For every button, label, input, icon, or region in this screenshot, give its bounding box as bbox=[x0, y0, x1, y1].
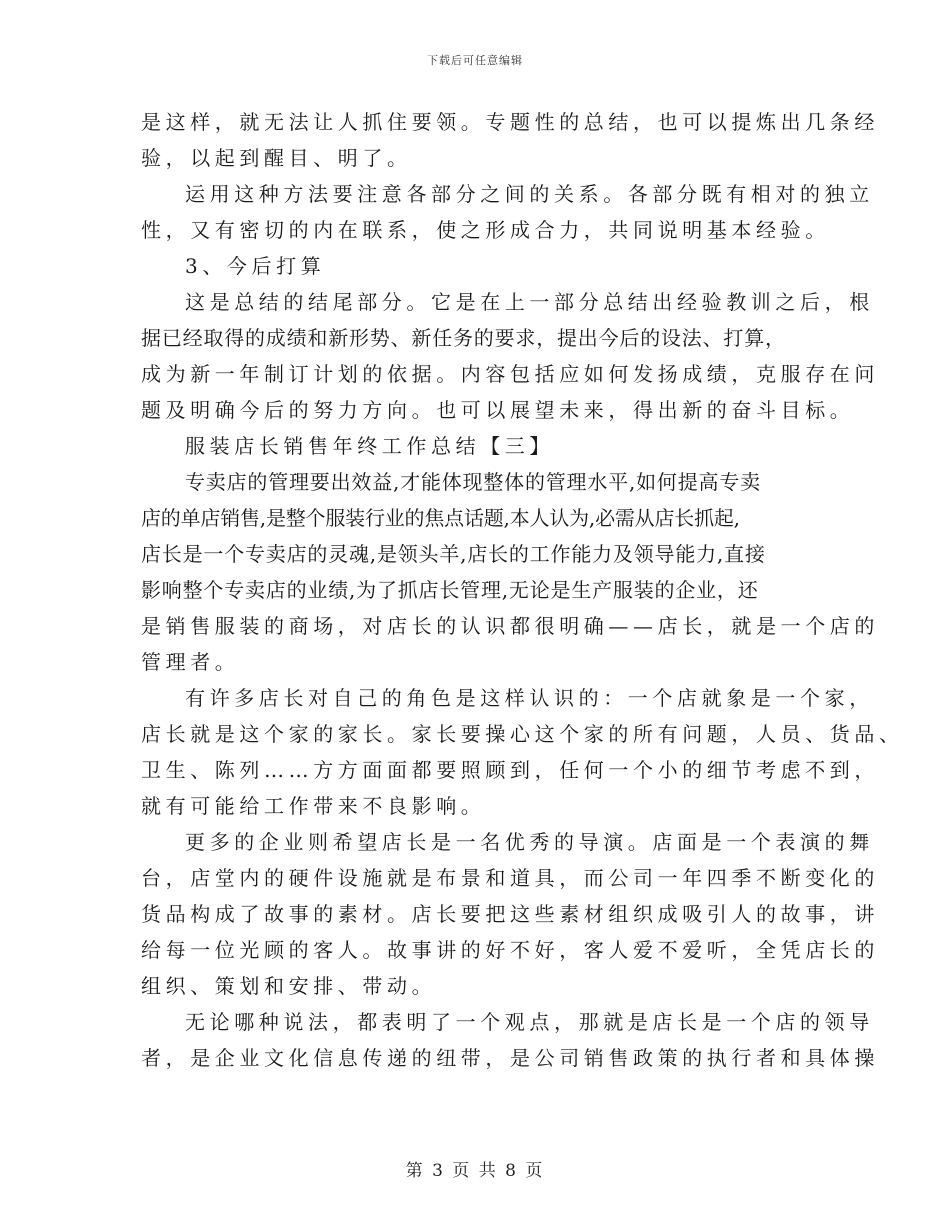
body-line: 就有可能给工作带来不良影响。 bbox=[141, 794, 486, 818]
page-header-note: 下载后可任意编辑 bbox=[427, 54, 523, 67]
body-line: 据已经取得的成绩和新形势、新任务的要求，提出今后的设法、打算， bbox=[141, 326, 786, 350]
body-line: 给每一位光顾的客人。故事讲的好不好，客人爱不爱听，全凭店长的 bbox=[141, 938, 879, 962]
body-line: 店的单店销售,是整个服装行业的焦点话题,本人认为,必需从店长抓起, bbox=[141, 506, 740, 530]
body-line: 台，店堂内的硬件设施就是布景和道具，而公司一年四季不断变化的 bbox=[141, 866, 879, 890]
body-line: 影响整个专卖店的业绩,为了抓店长管理,无论是生产服装的企业，还 bbox=[141, 578, 759, 602]
body-line: 管理者。 bbox=[141, 650, 240, 674]
body-line: 是这样，就无法让人抓住要领。专题性的总结，也可以提炼出几条经 bbox=[141, 110, 879, 134]
section-heading: 3、今后打算 bbox=[185, 254, 326, 278]
body-line: 者，是企业文化信息传递的纽带，是公司销售政策的执行者和具体操 bbox=[141, 1046, 879, 1070]
page-number-footer: 第 3 页 共 8 页 bbox=[405, 1161, 545, 1181]
body-line: 是销售服装的商场，对店长的认识都很明确——店长，就是一个店的 bbox=[141, 614, 879, 638]
paragraph-start-line: 有许多店长对自己的角色是这样认识的：一个店就象是一个家， bbox=[185, 686, 874, 710]
paragraph-start-line: 运用这种方法要注意各部分之间的关系。各部分既有相对的独立 bbox=[185, 182, 874, 206]
document-body bbox=[141, 104, 904, 1076]
body-line: 成为新一年制订计划的依据。内容包括应如何发扬成绩，克服存在问 bbox=[141, 362, 879, 386]
body-line: 卫生、陈列……方方面面都要照顾到，任何一个小的细节考虑不到， bbox=[141, 758, 879, 782]
paragraph-start-line: 更多的企业则希望店长是一名优秀的导演。店面是一个表演的舞 bbox=[185, 830, 874, 854]
paragraph-start-line: 无论哪种说法，都表明了一个观点，那就是店长是一个店的领导 bbox=[185, 1010, 874, 1034]
body-line: 验，以起到醒目、明了。 bbox=[141, 146, 412, 170]
paragraph-start-line: 专卖店的管理要出效益,才能体现整体的管理水平,如何提高专卖 bbox=[185, 470, 761, 494]
paragraph-start-line: 这是总结的结尾部分。它是在上一部分总结出经验教训之后，根 bbox=[185, 290, 874, 314]
article-title: 服装店长销售年终工作总结【三】 bbox=[185, 434, 554, 458]
body-line: 题及明确今后的努力方向。也可以展望未来，得出新的奋斗目标。 bbox=[141, 398, 855, 422]
body-line: 店长就是这个家的家长。家长要操心这个家的所有问题，人员、货品、 bbox=[141, 722, 904, 746]
body-line: 货品构成了故事的素材。店长要把这些素材组织成吸引人的故事，讲 bbox=[141, 902, 879, 926]
body-line: 组织、策划和安排、带动。 bbox=[141, 974, 437, 998]
body-line: 性，又有密切的内在联系，使之形成合力，共同说明基本经验。 bbox=[141, 218, 830, 242]
body-line: 店长是一个专卖店的灵魂,是领头羊,店长的工作能力及领导能力,直接 bbox=[141, 542, 766, 566]
